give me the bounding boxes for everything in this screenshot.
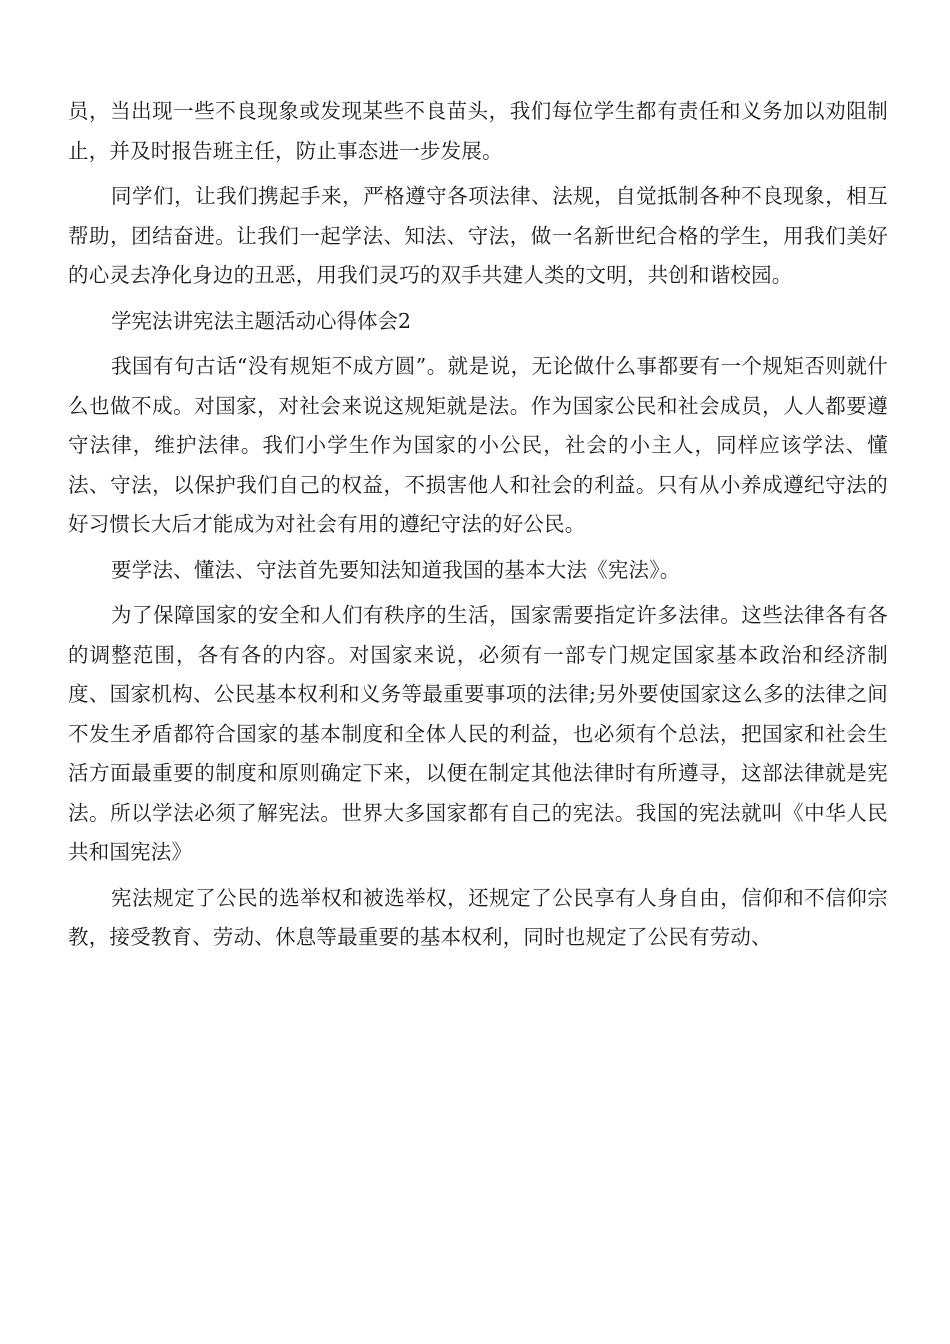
section-heading: 学宪法讲宪法主题活动心得体会2 <box>111 308 412 333</box>
paragraph-constitution-purpose: 为了保障国家的安全和人们有秩序的生活，国家需要指定许多法律。这些法律各有各的调整范围，各有各的内容。对国家来说，必须有一部专门规定国家基本政治和经济制度、国家机构、公民基本权利和义务等最重要事项的法律;另外要使国家这么多的法律之间不发生矛盾都符合国家的基本制度和全体人民的利益，也必须有个总法，把国家和社会生活方面最重要的制度和原则确定下来，以便在制定其他法律时有所遵寻，这部法律就是宪法。所以学法必须了解宪法。世界大多国家都有自己的宪法。我国的宪法就叫《中华人民共和国宪法》 <box>68 603 888 864</box>
paragraph-appeal: 同学们，让我们携起手来，严格遵守各项法律、法规，自觉抵制各种不良现象，相互帮助，团结奋进。让我们一起学法、知法、守法，做一名新世纪合格的学生，用我们美好的心灵去净化身边的丑恶，用我们灵巧的双手共建人类的文明，共创和谐校园。 <box>68 184 888 287</box>
document-body <box>68 92 888 964</box>
paragraph-proverb: 我国有句古话“没有规矩不成方圆”。就是说，无论做什么事都要有一个规矩否则就什么也做不成。对国家，对社会来说这规矩就是法。作为国家公民和社会成员，人人都要遵守法律，维护法律。我们小学生作为国家的小公民，社会的小主人，同样应该学法、懂法、守法，以保护我们自己的权益，不损害他人和社会的利益。只有从小养成遵纪守法的好习惯长大后才能成为对社会有用的遵纪守法的好公民。 <box>68 354 888 536</box>
paragraph-know-constitution: 要学法、懂法、守法首先要知法知道我国的基本大法《宪法》。 <box>111 557 681 582</box>
paragraph-continuation: 员，当出现一些不良现象或发现某些不良苗头，我们每位学生都有责任和义务加以劝阻制止，并及时报告班主任，防止事态进一步发展。 <box>68 99 888 163</box>
paragraph-citizen-rights: 宪法规定了公民的选举权和被选举权，还规定了公民享有人身自由，信仰和不信仰宗教，接受教育、劳动、休息等最重要的基本权利，同时也规定了公民有劳动、 <box>68 885 888 949</box>
